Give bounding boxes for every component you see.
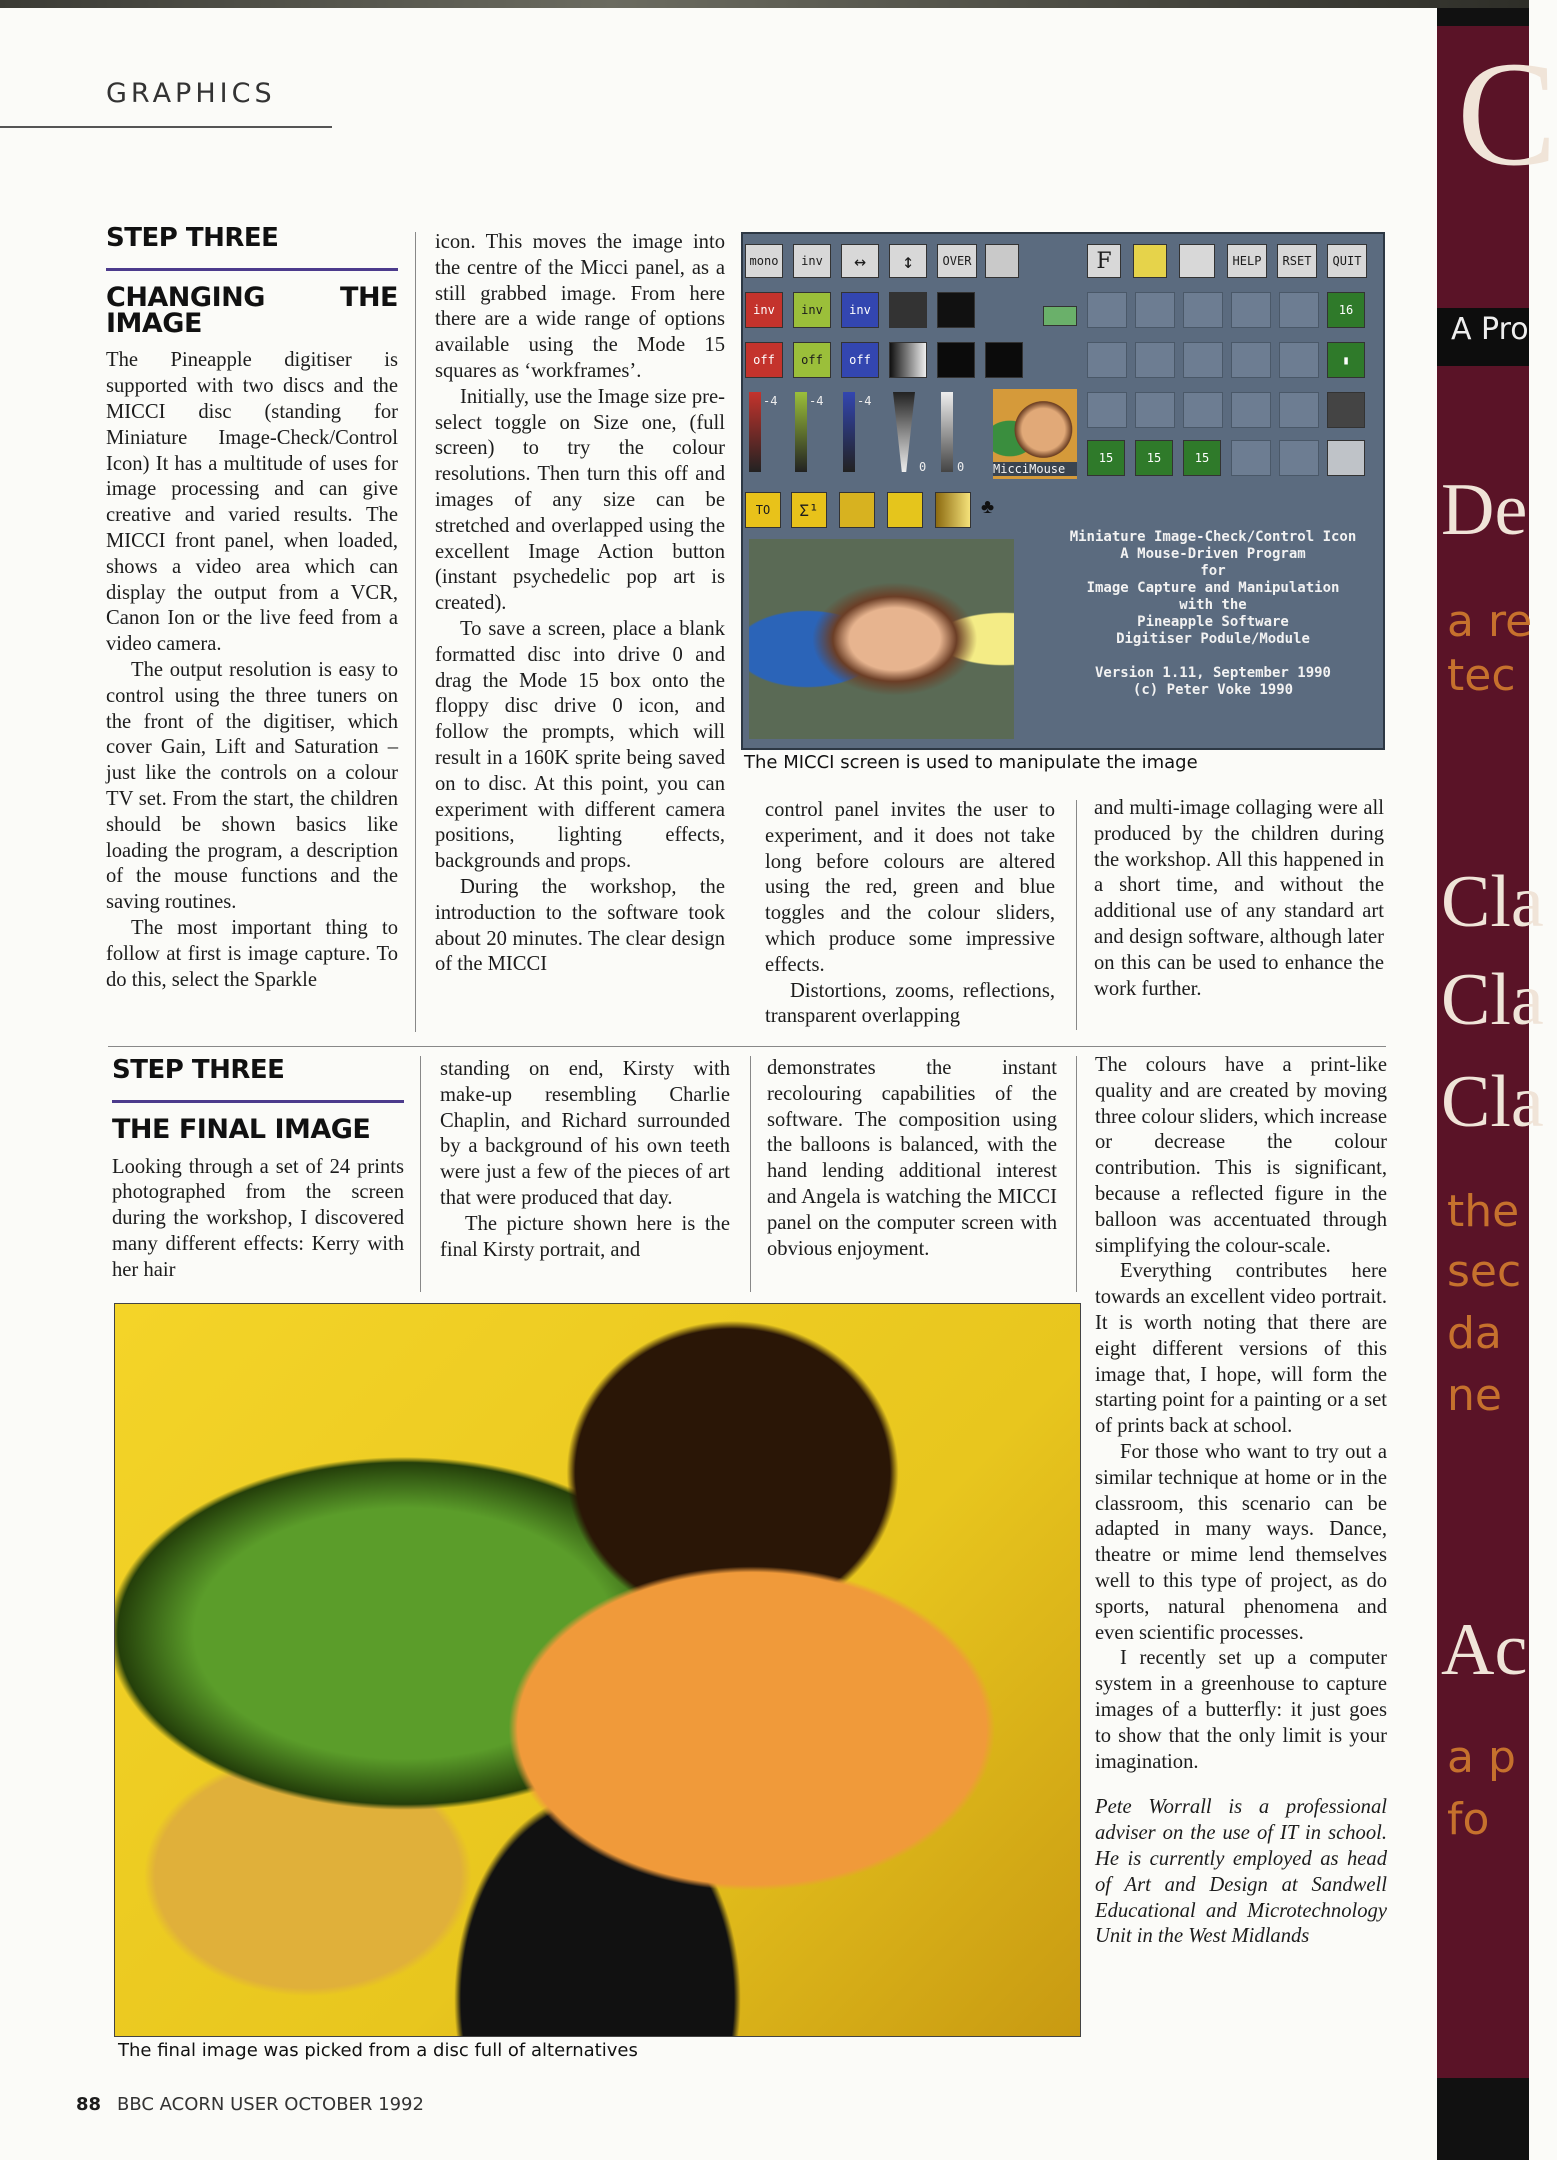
line-icon [1179, 244, 1215, 278]
paragraph: and multi-image collaging were all produced by the children during the workshop. All this happened in a short time, and without the additional use of any standard art and design software, although later on this can be used to enhance the work further. [1094, 797, 1384, 1000]
paragraph: Distortions, zooms, reflections, transparent overlapping [765, 979, 1055, 1028]
paragraph: The most important thing to follow at first is image capture. To do this, select the Sparkle [106, 916, 398, 991]
strip-word-13: Ac [1441, 1609, 1528, 1691]
paragraph: standing on end, Kirsty with make-up resembling Charlie Chaplin, and Richard surrounded by a background of his own teeth were just a few of the pieces of art that were produced that day. [440, 1058, 730, 1209]
step1-column-1 [106, 223, 398, 993]
strip-word-11: da [1447, 1308, 1502, 1359]
quit-button: QUIT [1327, 244, 1367, 278]
step2-label: STEP THREE [112, 1055, 285, 1085]
green-off-toggle: off [793, 342, 831, 378]
column-divider [1076, 1056, 1077, 1292]
strip-word-1: C [1457, 31, 1557, 197]
paragraph: demonstrates the instant recolouring capabilities of the software. The composition using the balloons is balanced, with the hand lending additional interest and Angela is watching the MICCI panel on the computer screen with obvious enjoyment. [767, 1057, 1057, 1260]
strip-word-9: the [1447, 1186, 1520, 1237]
red-off-toggle: off [745, 342, 783, 378]
paragraph: During the workshop, the introduction to the software took about 20 minutes. The clear design of the MICCI [435, 875, 725, 976]
paragraph: The colours have a print-like quality and are created by moving three colour sliders, which increase or decrease the colour contribution. This is significant, because a reflected figure in the balloon was accentuated through simplifying the colour-scale. [1095, 1054, 1387, 1257]
yellow-gradient-icon [935, 492, 971, 528]
paragraph: For those who want to try out a similar technique at home or in the classroom, this scenario can be adapted in many ways. Dance, theatre or mime lend themselves well to this type of project, as do sports, natural phenomena and even scientific processes. [1095, 1440, 1387, 1644]
red-inv-toggle: inv [745, 292, 783, 328]
green-inv-toggle: inv [793, 292, 831, 328]
mouse-icon: ♣ [981, 496, 995, 518]
over-button: OVER [937, 244, 977, 278]
paragraph: Looking through a set of 24 prints photographed from the screen during the workshop, I discovered many different effects: Kerry with her hair [112, 1155, 404, 1281]
distort-icon [889, 292, 927, 328]
section-title: GRAPHICS [106, 78, 276, 109]
sigma-button: Σ¹ [791, 492, 827, 528]
gain-slider [941, 392, 953, 472]
step2-column-2 [440, 1057, 730, 1263]
strip-word-3: De [1441, 469, 1528, 551]
author-byline: Pete Worrall is a professional adviser on the use of IT in school. He is currently employed as head of Art and Design at Sandwell Educational and Microtechnology Unit in the West Midlands [1095, 1796, 1387, 1948]
horizontal-arrow-icon: ↔ [841, 244, 879, 278]
drive-icon [1043, 306, 1077, 326]
blue-inv-toggle: inv [841, 292, 879, 328]
step2-column-1 [112, 1055, 404, 1284]
top-edge [0, 0, 1529, 8]
strip-word-5: tec [1447, 650, 1516, 701]
header-rule [0, 126, 332, 128]
step2-column-3 [767, 1056, 1057, 1262]
step2-rule [112, 1100, 404, 1103]
strip-word-12: ne [1447, 1370, 1502, 1421]
red-slider [749, 392, 761, 472]
column-divider [415, 232, 416, 1032]
font-button: F [1087, 244, 1121, 278]
captured-video-image [749, 539, 1014, 739]
blue-slider-value: -4 [857, 394, 872, 408]
colour-palette-icon [1327, 392, 1365, 428]
strip-word-10: sec [1447, 1246, 1522, 1297]
step2-column-4 [1095, 1053, 1387, 1950]
section-divider [108, 1046, 1386, 1047]
strip-word-7: Cla [1441, 959, 1544, 1041]
mode15-box-1: 15 [1087, 440, 1125, 476]
paragraph: control panel invites the user to experiment, and it does not take long before colours are altered using the red, green and blue toggles and the colour sliders, which produce some impressive effects. [765, 799, 1055, 976]
micci-screenshot [741, 232, 1385, 750]
corner-icon [985, 244, 1019, 278]
help-button: HELP [1227, 244, 1267, 278]
to-button: TO [745, 492, 781, 528]
strip-word-14: a p [1447, 1732, 1516, 1783]
blue-off-toggle: off [841, 342, 879, 378]
pencil-icon [1133, 244, 1167, 278]
paragraph: The picture shown here is the final Kirsty portrait, and [440, 1212, 730, 1261]
strip-word-6: Cla [1441, 861, 1544, 943]
sparkle-icon [937, 292, 975, 328]
strip-word-2: A Pro [1451, 312, 1529, 347]
step2-title: THE FINAL IMAGE [112, 1113, 371, 1145]
step1-column-4 [1094, 796, 1384, 1002]
battery-icon: ▮ [1327, 342, 1365, 378]
step1-label: STEP THREE [106, 223, 279, 253]
paragraph: icon. This moves the image into the centre of the Micci panel, as a still grabbed image. From here there are a wide range of options available using the Mode 15 squares as ‘workframes’. [435, 231, 725, 382]
paragraph: The output resolution is easy to control using the three tuners on the front of the digitiser, which cover Gain, Lift and Saturation – just like the controls on a colour TV set. From the start, the children should be shown basics like loading the program, a description of the mouse functions and the saving routines. [106, 658, 398, 914]
mode15-box-2: 15 [1135, 440, 1173, 476]
gain-slider-value: 0 [957, 460, 965, 474]
step1-rule [106, 268, 398, 271]
mono-button: mono [745, 244, 783, 278]
counter-display: 16 [1327, 292, 1365, 328]
step1-column-2 [435, 230, 725, 978]
lift-slider-value: 0 [919, 460, 927, 474]
green-slider [795, 392, 807, 472]
square-spiral-icon [887, 492, 923, 528]
final-portrait-image [114, 1303, 1081, 2037]
reset-button: RSET [1277, 244, 1317, 278]
step1-column-3 [765, 798, 1055, 1030]
paragraph: Initially, use the Image size pre-select toggle on Size one, (full screen) to try the colour resolutions. Then turn this off and images of any size can be stretched and overlapped using the excellent Image Action button (instant psychedelic pop art is created). [435, 385, 725, 615]
grey-gradient-icon [889, 342, 927, 378]
screenshot-caption: The MICCI screen is used to manipulate the image [744, 752, 1198, 773]
strip-word-15: fo [1447, 1794, 1490, 1845]
paragraph: Everything contributes here towards an excellent video portrait. It is worth noting that there are eight different versions of this image that, I hope, will form the starting point for a painting or a set of prints back at school. [1095, 1260, 1387, 1438]
mode15-box-3: 15 [1183, 440, 1221, 476]
column-divider [750, 1056, 751, 1292]
green-slider-value: -4 [809, 394, 824, 408]
magazine-footer: BBC ACORN USER OCTOBER 1992 [117, 2094, 424, 2115]
blue-slider [843, 392, 855, 472]
strip-word-8: Cla [1441, 1061, 1544, 1143]
column-divider [420, 1056, 421, 1292]
final-image-caption: The final image was picked from a disc full of alternatives [118, 2040, 638, 2061]
red-slider-value: -4 [763, 394, 778, 408]
lift-slider [893, 392, 915, 472]
page-number: 88 [76, 2094, 102, 2115]
inv-button: inv [793, 244, 831, 278]
micci-info-text: Miniature Image-Check/Control Icon A Mouse-Driven Program for Image Capture and Manipulation with the Pineapple Software Digitiser Podule/Module Version 1.11, September 1990 (c) Peter Voke 1990 [1069, 529, 1357, 698]
step1-title: CHANGING THE IMAGE [106, 281, 398, 339]
figure-icon [1327, 440, 1365, 476]
black-swatch [937, 342, 975, 378]
vertical-arrow-icon: ↕ [889, 244, 927, 278]
strip-word-4: a re [1447, 596, 1533, 647]
pattern-icon [839, 492, 875, 528]
paragraph: To save a screen, place a blank formatted disc into drive 0 and drag the Mode 15 box onto the floppy disc drive 0 icon, and follow the prompts, which will result in a 160K sprite being saved on to disc. At this point, you can experiment with different camera positions, lighting effects, backgrounds and props. [435, 617, 725, 873]
micci-mouse-label: MicciMouse [993, 462, 1077, 476]
black-swatch [985, 342, 1023, 378]
paragraph: I recently set up a computer system in a greenhouse to capture images of a butterfly: it just goes to show that the only limit is your imagination. [1095, 1647, 1387, 1773]
paragraph: The Pineapple digitiser is supported with two discs and the MICCI disc (standing for Miniature Image-Check/Control Icon) It has a multitude of uses for image processing and can give creative and varied results. The MICCI front panel, when loaded, shows a video area which can display the output from a VCR, Canon Ion or the live feed from a video camera. [106, 349, 398, 656]
adjacent-page-strip [1437, 8, 1557, 2160]
column-divider [1076, 800, 1077, 1030]
